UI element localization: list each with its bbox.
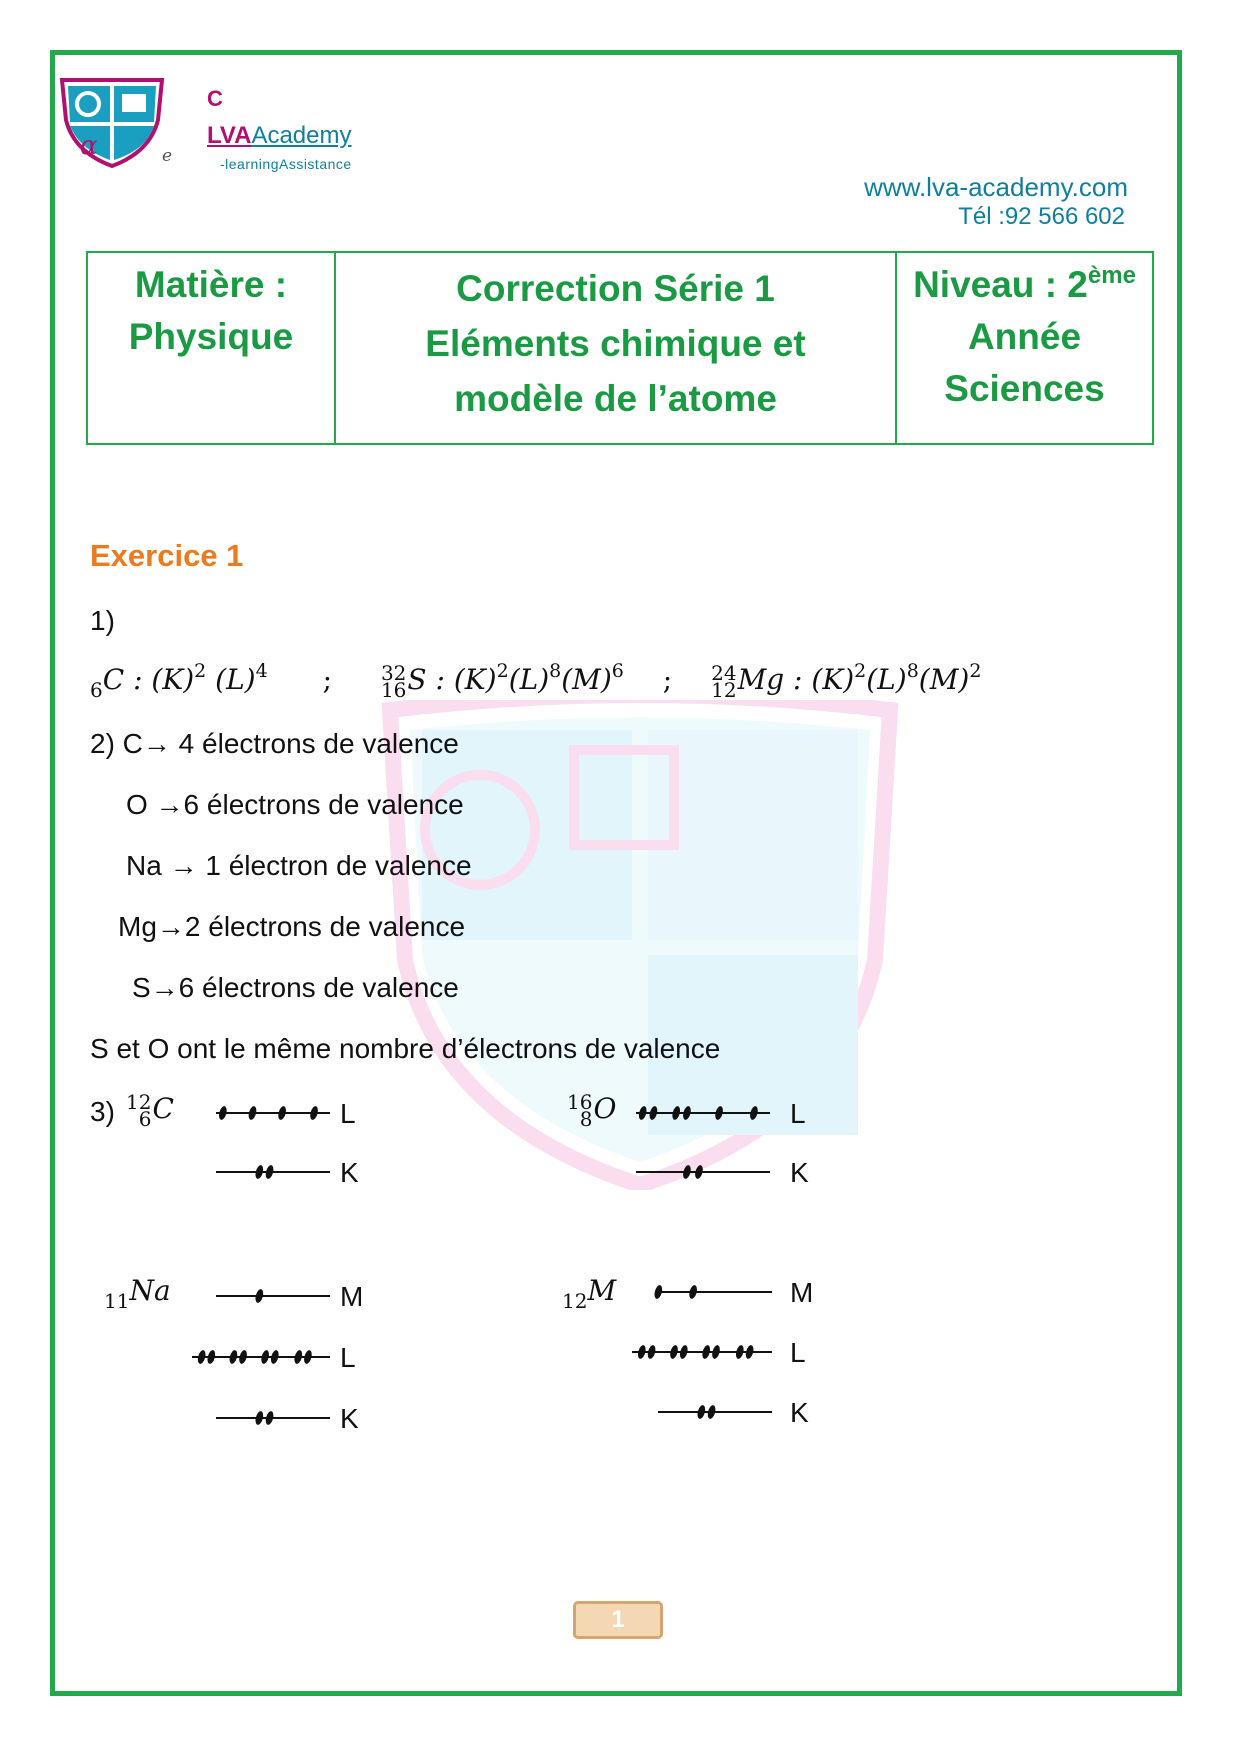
- level-sup: ème: [1087, 262, 1136, 289]
- o-diag-atomic-number: 8: [579, 1106, 593, 1131]
- mg-shell-M-label: M: [790, 1277, 814, 1308]
- separator-1: ;: [322, 663, 333, 696]
- mg-diag-atomic-number: 12: [562, 1289, 588, 1313]
- mg-atomic-number: 12: [711, 677, 737, 702]
- mg-formula-a: : (K): [784, 663, 855, 696]
- s-atomic-number: 16: [380, 677, 407, 702]
- c-diag-atomic-number: 6: [138, 1106, 152, 1131]
- c-formula-a: : (K): [124, 663, 195, 696]
- mg-exp-m: 2: [969, 660, 982, 682]
- mg-shell-K-label: K: [790, 1397, 809, 1428]
- c-shell-K-label: K: [340, 1157, 359, 1188]
- s-exp-l: 8: [549, 660, 562, 682]
- svg-text:α: α: [80, 131, 98, 161]
- q2-line-sulfur: S→6 électrons de valence: [132, 972, 459, 1003]
- level-year: Année: [967, 316, 1082, 357]
- na-diag-atomic-number: 11: [104, 1289, 130, 1313]
- s-mass-number: 32: [380, 660, 407, 685]
- mg-symbol: Mg: [737, 663, 785, 696]
- c-diag-mass-number: 12: [126, 1089, 152, 1114]
- brand-tagline: -learningAssistance: [220, 156, 352, 172]
- s-exp-m: 6: [611, 660, 624, 682]
- brand-c: C: [207, 86, 223, 111]
- o-shell-L-label: L: [790, 1098, 806, 1129]
- mg-formula-b: (L): [866, 663, 907, 696]
- na-shell-L-label: L: [340, 1342, 356, 1373]
- c-shell-L-label: L: [340, 1098, 356, 1129]
- brand-academy: Academy: [251, 122, 352, 149]
- q2-line-sodium: Na → 1 électron de valence: [126, 850, 472, 881]
- subject-label: Matière :: [134, 264, 288, 305]
- na-shell-M-label: M: [340, 1281, 364, 1312]
- website-url[interactable]: www.lva-academy.com: [864, 172, 1128, 202]
- s-formula-a: : (K): [426, 663, 497, 696]
- c-exp-l: 4: [255, 660, 268, 682]
- mg-formula-c: (M): [918, 663, 970, 696]
- mg-exp-k: 2: [854, 660, 867, 682]
- s-formula-b: (L): [508, 663, 550, 696]
- q2-line-magnesium: Mg→2 électrons de valence: [118, 911, 466, 942]
- c-diag-symbol: C: [152, 1092, 174, 1125]
- brand-lva: LVA: [207, 122, 252, 149]
- s-symbol: S: [407, 663, 427, 696]
- level-prefix: Niveau : 2: [913, 264, 1088, 305]
- doc-title-line3: modèle de l’atome: [454, 378, 777, 419]
- mg-mass-number: 24: [711, 660, 737, 685]
- mg-shell-L-label: L: [790, 1337, 806, 1368]
- c-formula-b: (L): [206, 663, 256, 696]
- o-diag-mass-number: 16: [567, 1089, 593, 1114]
- c-exp-k: 2: [194, 660, 207, 682]
- doc-title-line1: Correction Série 1: [456, 268, 775, 309]
- s-formula-c: (M): [561, 663, 612, 696]
- subject-value: Physique: [128, 316, 294, 357]
- o-shell-K-label: K: [790, 1157, 809, 1188]
- c-symbol: C: [102, 663, 125, 696]
- na-shell-K-label: K: [340, 1403, 359, 1434]
- s-exp-k: 2: [496, 660, 509, 682]
- doc-title-line2: Eléments chimique et: [425, 323, 806, 364]
- separator-2: ;: [662, 663, 673, 696]
- q2-conclusion: S et O ont le même nombre d’électrons de valence: [90, 1033, 721, 1064]
- c-atomic-number: 6: [90, 678, 103, 702]
- phone-number: Tél :92 566 602: [958, 203, 1125, 230]
- mg-diag-symbol: M: [587, 1274, 617, 1307]
- mg-exp-l: 8: [906, 660, 919, 682]
- q1-label: 1): [90, 605, 115, 636]
- q2-line-carbon: 2) C→ 4 électrons de valence: [90, 728, 459, 759]
- logo-e-letter: e: [162, 146, 173, 166]
- exercise-title: Exercice 1: [90, 538, 244, 573]
- level-section: Sciences: [944, 368, 1105, 409]
- page-number: 1: [573, 1601, 663, 1639]
- o-diag-symbol: O: [593, 1092, 617, 1125]
- q2-line-oxygen: O →6 électrons de valence: [126, 789, 464, 820]
- q3-label: 3): [90, 1096, 115, 1127]
- na-diag-symbol: Na: [129, 1274, 171, 1307]
